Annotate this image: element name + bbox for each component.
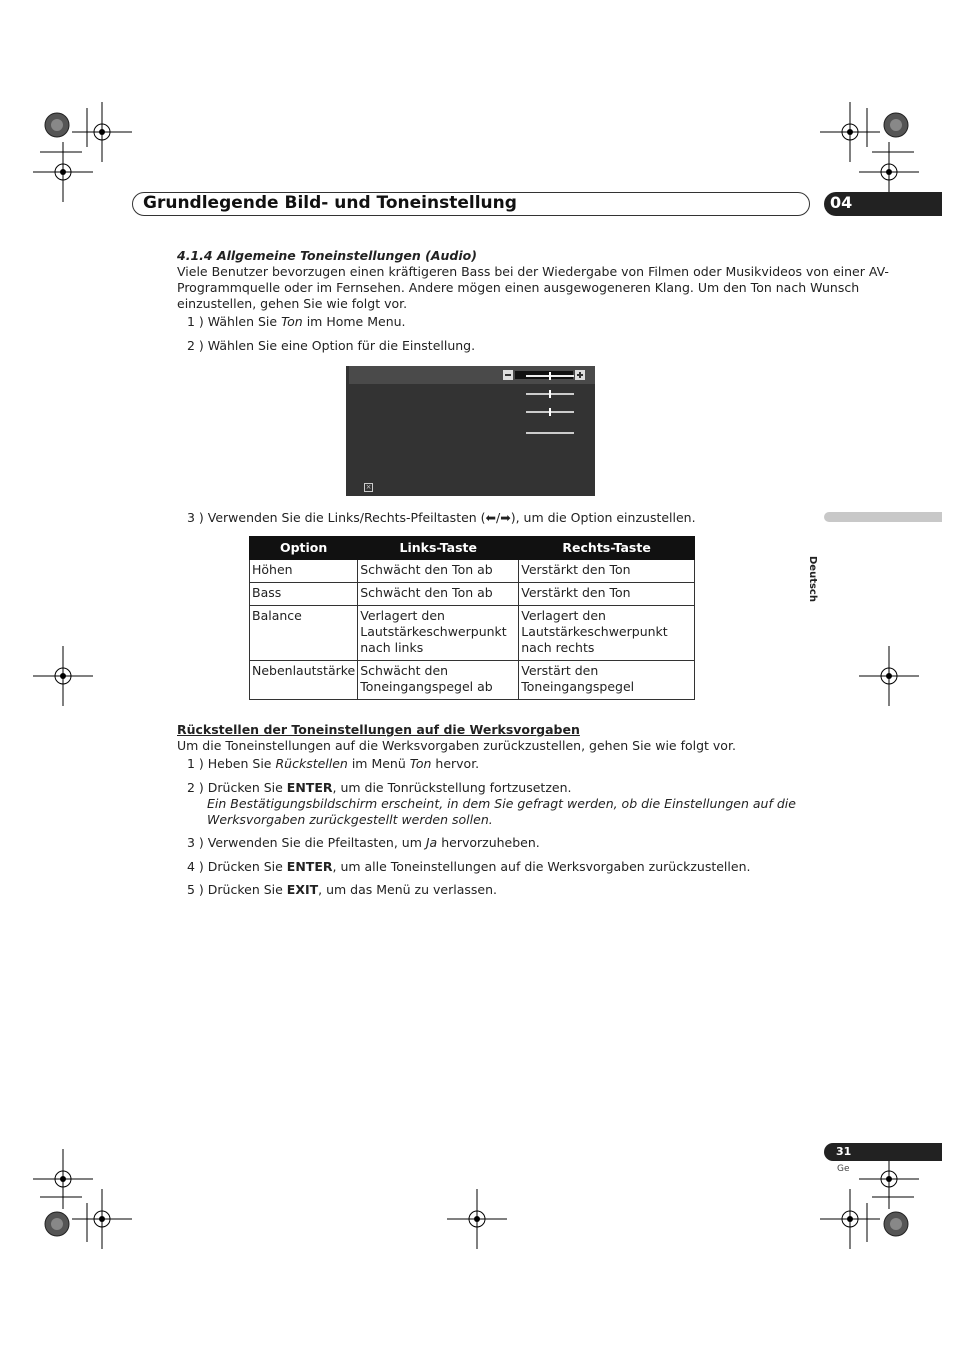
cell-option: Bass <box>250 583 358 606</box>
reset-step-3: 3 ) Verwenden Sie die Pfeiltasten, um Ja hervorzuheben. <box>187 835 540 850</box>
reset-step-2: 2 ) Drücken Sie ENTER, um die Tonrückstellung fortzusetzen. <box>187 780 572 795</box>
language-label: Deutsch <box>807 556 818 602</box>
step-3: 3 ) Verwenden Sie die Links/Rechts-Pfeiltasten (⬅/➡), um die Option einzustellen. <box>187 510 696 525</box>
page-number-badge <box>824 1143 942 1161</box>
cell-left: Schwächt den Ton ab <box>358 583 519 606</box>
page-number: 31 <box>836 1145 852 1158</box>
reset-intro: Um die Toneinstellungen auf die Werksvorgaben zurückzustellen, gehen Sie wie folgt vor. <box>177 738 736 753</box>
page-title: Grundlegende Bild- und Toneinstellung <box>143 193 517 213</box>
chapter-number: 04 <box>830 193 853 212</box>
intro-line-1: Viele Benutzer bevorzugen einen kräftigeren Bass bei der Wiedergabe von Filmen oder Musikvideos von einer AV- <box>177 264 889 279</box>
cell-right: Verstärkt den Ton <box>519 583 695 606</box>
chapter-badge <box>824 192 942 216</box>
cell-right: Verstärt den Toneingangspegel <box>519 661 695 700</box>
table-row <box>250 606 695 661</box>
cell-right: Verstärkt den Ton <box>519 560 695 583</box>
cell-left: Schwächt den Ton ab <box>358 560 519 583</box>
reset-step-4: 4 ) Drücken Sie ENTER, um alle Toneinstellungen auf die Werksvorgaben zurückzustellen. <box>187 859 751 874</box>
reset-step-5: 5 ) Drücken Sie EXIT, um das Menü zu verlassen. <box>187 882 497 897</box>
cell-left: Schwächt den Toneingangspegel ab <box>358 661 519 700</box>
language-tab <box>824 512 942 522</box>
intro-line-3: einzustellen, gehen Sie wie folgt vor. <box>177 296 408 311</box>
reset-heading: Rückstellen der Toneinstellungen auf die Werksvorgaben <box>177 722 580 737</box>
table-row <box>250 560 695 583</box>
header-option: Option <box>250 537 358 560</box>
cell-option: Höhen <box>250 560 358 583</box>
cell-right: Verlagert den Lautstärkeschwerpunkt nach rechts <box>519 606 695 661</box>
cell-option: Nebenlautstärke <box>250 661 358 700</box>
audio-menu-screenshot <box>346 366 595 496</box>
menu-slider-knob <box>549 408 551 416</box>
menu-slider-track <box>526 432 574 434</box>
cell-option: Balance <box>250 606 358 661</box>
intro-line-2: Programmquelle oder im Fernsehen. Andere mögen einen ausgewogeneren Klang. Um den Ton nach Wunsch <box>177 280 860 295</box>
table-header-row <box>250 537 695 560</box>
reset-step-2-note-1: Ein Bestätigungsbildschirm erscheint, in dem Sie gefragt werden, ob die Einstellungen auf die <box>207 796 796 811</box>
page-language-code: Ge <box>837 1164 850 1174</box>
step-2: 2 ) Wählen Sie eine Option für die Einstellung. <box>187 338 476 353</box>
plus-icon <box>575 370 585 380</box>
reset-step-1: 1 ) Heben Sie Rückstellen im Menü Ton hervor. <box>187 756 480 771</box>
step-1: 1 ) Wählen Sie Ton im Home Menu. <box>187 314 406 329</box>
header-left-key: Links-Taste <box>358 537 519 560</box>
menu-slider-knob <box>549 390 551 398</box>
reset-step-2-note-2: Werksvorgaben zurückgestellt werden sollen. <box>207 812 493 827</box>
option-table <box>249 536 695 700</box>
table-row <box>250 583 695 606</box>
table-row <box>250 661 695 700</box>
section-heading: 4.1.4 Allgemeine Toneinstellungen (Audio) <box>177 248 477 263</box>
header-right-key: Rechts-Taste <box>519 537 695 560</box>
minus-icon <box>503 370 513 380</box>
close-icon[interactable]: × <box>365 483 372 491</box>
menu-slider-knob <box>549 372 551 380</box>
cell-left: Verlagert den Lautstärkeschwerpunkt nach links <box>358 606 519 661</box>
